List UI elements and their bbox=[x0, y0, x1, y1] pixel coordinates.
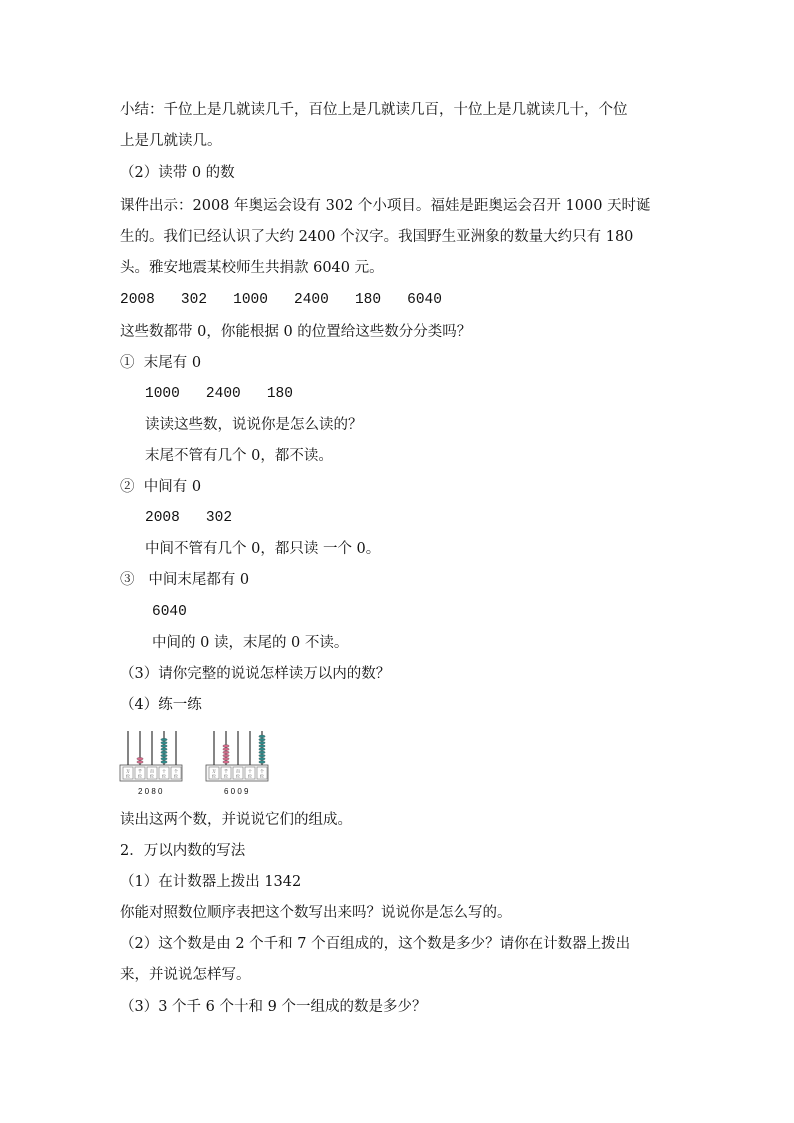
abacus-place-label: 百 bbox=[236, 768, 240, 774]
abacus-bead bbox=[161, 738, 167, 741]
abacus-bead bbox=[161, 757, 167, 760]
abacus-place-label: 个 bbox=[174, 768, 178, 774]
abacus-place-label: 万 bbox=[212, 768, 216, 774]
abacus-bead bbox=[161, 761, 167, 764]
abacus-place-label: 位 bbox=[212, 773, 216, 779]
category-1-rule: 末尾不管有几个 0，都不读。 bbox=[145, 448, 333, 464]
abacus-place-label: 千 bbox=[138, 768, 142, 774]
abacus-bead bbox=[161, 754, 167, 757]
abacus-place-label: 个 bbox=[260, 768, 264, 774]
abacus-place-label: 位 bbox=[150, 773, 154, 779]
abacus-6009 bbox=[204, 727, 272, 796]
summary-line-1: 小结：千位上是几就读几千，百位上是几就读几百，十位上是几就读几十，个位 bbox=[120, 102, 628, 118]
writing-step-2-line-1: （2）这个数是由 2 个千和 7 个百组成的，这个数是多少？请你在计数器上拨出 bbox=[120, 936, 631, 952]
category-1-numbers: 1000 2400 180 bbox=[145, 386, 293, 402]
abacus-bead bbox=[161, 741, 167, 744]
abacus-bead bbox=[259, 738, 265, 741]
abacus-bead bbox=[259, 735, 265, 738]
category-3-rule: 中间的 0 读，末尾的 0 不读。 bbox=[152, 635, 349, 651]
category-1-heading: ① 末尾有 0 bbox=[120, 355, 202, 371]
abacus-bead bbox=[161, 751, 167, 754]
abacus-bead bbox=[259, 745, 265, 748]
abacus-place-label: 万 bbox=[126, 768, 130, 774]
abacus-place-label: 十 bbox=[162, 768, 166, 774]
abacus-2080-drawing bbox=[118, 727, 186, 787]
courseware-line-3: 头。雅安地震某校师生共捐款 6040 元。 bbox=[120, 260, 384, 276]
category-3-numbers: 6040 bbox=[152, 604, 187, 620]
abacus-bead bbox=[161, 745, 167, 748]
abacus-place-label: 位 bbox=[126, 773, 130, 779]
section-4-heading: （4）练一练 bbox=[120, 697, 202, 713]
abacus-bead bbox=[223, 751, 229, 754]
abacus-bead bbox=[223, 757, 229, 760]
courseware-line-2: 生的。我们已经认识了大约 2400 个汉字。我国野生亚洲象的数量大约只有 180 bbox=[120, 229, 634, 245]
abacus-bead bbox=[137, 761, 143, 764]
section-3-heading: （3）请你完整的说说怎样读万以内的数？ bbox=[120, 666, 391, 682]
abacus-bead bbox=[259, 748, 265, 751]
category-2-numbers: 2008 302 bbox=[145, 510, 233, 526]
abacus-place-label: 位 bbox=[260, 773, 264, 779]
abacus-bead bbox=[259, 757, 265, 760]
abacus-place-label: 位 bbox=[236, 773, 240, 779]
writing-step-3: （3）3 个千 6 个十和 9 个一组成的数是多少？ bbox=[120, 999, 427, 1015]
abacus-figure bbox=[118, 727, 278, 799]
courseware-line-1: 课件出示：2008 年奥运会设有 302 个小项目。福娃是距奥运会召开 1000 天时诞 bbox=[120, 198, 651, 214]
writing-step-1: （1）在计数器上拨出 1342 bbox=[120, 874, 302, 890]
abacus-bead bbox=[161, 748, 167, 751]
abacus-bead bbox=[137, 757, 143, 760]
practice-instruction: 读出这两个数，并说说它们的组成。 bbox=[120, 812, 352, 828]
abacus-place-label: 位 bbox=[224, 773, 228, 779]
abacus-bead bbox=[223, 748, 229, 751]
abacus-bead bbox=[259, 751, 265, 754]
abacus-place-label: 千 bbox=[224, 768, 228, 774]
abacus-bead bbox=[223, 745, 229, 748]
classify-question: 这些数都带 0，你能根据 0 的位置给这些数分分类吗？ bbox=[120, 324, 472, 340]
writing-section-heading: 2．万以内数的写法 bbox=[120, 843, 246, 859]
abacus-bead bbox=[259, 761, 265, 764]
abacus-place-label: 位 bbox=[174, 773, 178, 779]
abacus-place-label: 十 bbox=[248, 768, 252, 774]
abacus-bead bbox=[259, 754, 265, 757]
abacus-place-label: 位 bbox=[248, 773, 252, 779]
section-2-heading: （2）读带 0 的数 bbox=[120, 165, 235, 181]
abacus-6009-drawing bbox=[204, 727, 272, 787]
category-2-rule: 中间不管有几个 0，都只读 一个 0。 bbox=[145, 541, 381, 557]
abacus-bead bbox=[259, 741, 265, 744]
abacus-place-label: 百 bbox=[150, 768, 154, 774]
abacus-2080 bbox=[118, 727, 186, 796]
summary-line-2: 上是几就读几。 bbox=[120, 133, 222, 149]
abacus-place-label: 位 bbox=[162, 773, 166, 779]
number-list: 2008 302 1000 2400 180 6040 bbox=[120, 292, 442, 308]
category-2-heading: ② 中间有 0 bbox=[120, 479, 202, 495]
abacus-6009-digits: 6 0 0 9 bbox=[224, 787, 249, 796]
abacus-2080-digits: 2 0 8 0 bbox=[138, 787, 163, 796]
abacus-bead bbox=[223, 754, 229, 757]
abacus-place-label: 位 bbox=[138, 773, 142, 779]
category-3-heading: ③ 中间末尾都有 0 bbox=[120, 572, 250, 588]
abacus-bead bbox=[223, 761, 229, 764]
writing-step-2-line-2: 来，并说说怎样写。 bbox=[120, 967, 251, 983]
writing-question-1: 你能对照数位顺序表把这个数写出来吗？说说你是怎么写的。 bbox=[120, 905, 512, 921]
category-1-question: 读读这些数，说说你是怎么读的？ bbox=[145, 417, 363, 433]
